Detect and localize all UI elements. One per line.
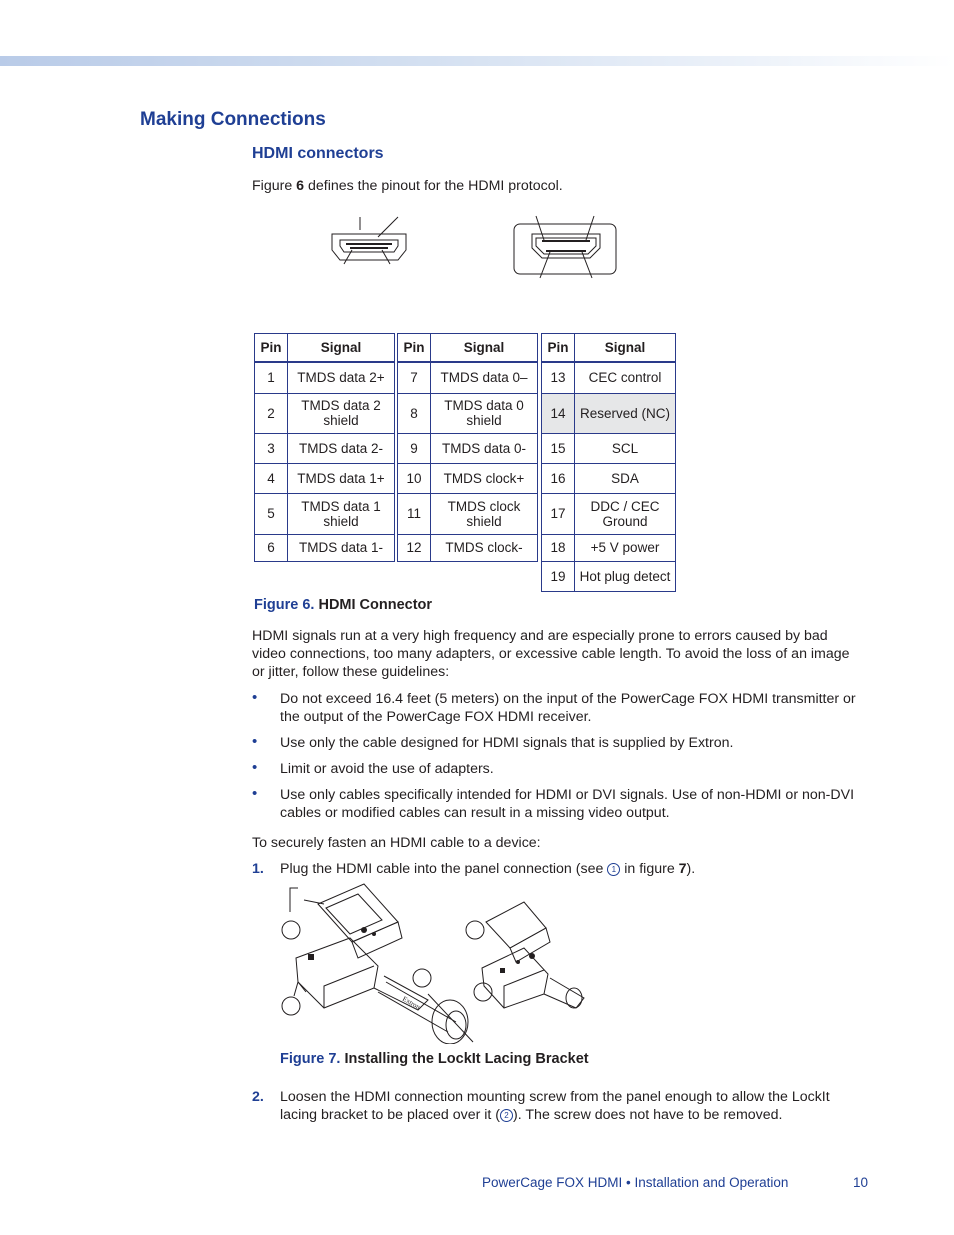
signal-cell: TMDS data 2 shield <box>288 393 395 433</box>
signal-cell: TMDS data 0– <box>431 362 538 393</box>
signal-cell: TMDS data 2+ <box>288 362 395 393</box>
signal-cell: TMDS data 2- <box>288 433 395 463</box>
signal-cell: Reserved (NC) <box>575 393 676 433</box>
signal-header: Signal <box>288 334 395 363</box>
pin-cell: 13 <box>542 362 575 393</box>
figure-7-caption: Figure 7. Installing the LockIt Lacing Bracket <box>280 1051 589 1067</box>
signal-cell: TMDS data 0- <box>431 433 538 463</box>
page-number: 10 <box>853 1175 869 1190</box>
pin-cell: 15 <box>542 433 575 463</box>
callout-1-icon: 1 <box>607 863 620 876</box>
pin-cell: 12 <box>398 534 431 561</box>
signal-cell: TMDS clock shield <box>431 493 538 534</box>
body-paragraph: HDMI signals run at a very high frequency and are especially prone to errors caused by bad video connections, too many adapters, or excessive cable length. To avoid the loss of an image or jitter, follow these guidelines: <box>252 628 850 680</box>
pin-header: Pin <box>255 334 288 363</box>
pin-cell: 10 <box>398 463 431 493</box>
signal-header: Signal <box>431 334 538 363</box>
pin-cell: 3 <box>255 433 288 463</box>
pin-table-2 <box>397 333 538 562</box>
pin-header: Pin <box>542 334 575 363</box>
pin-cell: 4 <box>255 463 288 493</box>
pin-cell: 1 <box>255 362 288 393</box>
pin-cell: 7 <box>398 362 431 393</box>
fasten-intro: To securely fasten an HDMI cable to a device: <box>252 835 541 851</box>
signal-cell: TMDS data 1- <box>288 534 395 561</box>
signal-cell: SDA <box>575 463 676 493</box>
figure-6-caption: Figure 6. HDMI Connector <box>254 597 433 613</box>
section-title: Making Connections <box>140 109 326 130</box>
signal-cell: TMDS data 1+ <box>288 463 395 493</box>
signal-cell: CEC control <box>575 362 676 393</box>
header-bar <box>0 56 954 66</box>
subsection-title: HDMI connectors <box>252 145 384 162</box>
pin-cell: 9 <box>398 433 431 463</box>
signal-cell: TMDS data 0 shield <box>431 393 538 433</box>
lockit-bracket-illustration <box>278 882 598 1044</box>
pin-cell: 16 <box>542 463 575 493</box>
pin-cell: 8 <box>398 393 431 433</box>
pin-table-3 <box>541 333 676 592</box>
pin-cell: 11 <box>398 493 431 534</box>
signal-cell: Hot plug detect <box>575 561 676 591</box>
footer-text: PowerCage FOX HDMI • Installation and Operation <box>482 1175 789 1190</box>
signal-cell: SCL <box>575 433 676 463</box>
pin-cell: 17 <box>542 493 575 534</box>
signal-cell: DDC / CEC Ground <box>575 493 676 534</box>
signal-cell: TMDS clock+ <box>431 463 538 493</box>
hdmi-connector-drawing <box>320 212 630 282</box>
pin-table-1 <box>254 333 395 562</box>
callout-2-icon: 2 <box>500 1109 513 1122</box>
signal-cell: +5 V power <box>575 534 676 561</box>
signal-cell: TMDS data 1 shield <box>288 493 395 534</box>
pin-cell: 14 <box>542 393 575 433</box>
pin-cell: 19 <box>542 561 575 591</box>
pin-cell: 2 <box>255 393 288 433</box>
signal-header: Signal <box>575 334 676 363</box>
intro-text: Figure 6 defines the pinout for the HDMI protocol. <box>252 178 563 194</box>
pin-header: Pin <box>398 334 431 363</box>
pin-cell: 5 <box>255 493 288 534</box>
cable-brand-label: Extron <box>401 994 422 1012</box>
signal-cell: TMDS clock- <box>431 534 538 561</box>
pin-cell: 6 <box>255 534 288 561</box>
pin-cell: 18 <box>542 534 575 561</box>
